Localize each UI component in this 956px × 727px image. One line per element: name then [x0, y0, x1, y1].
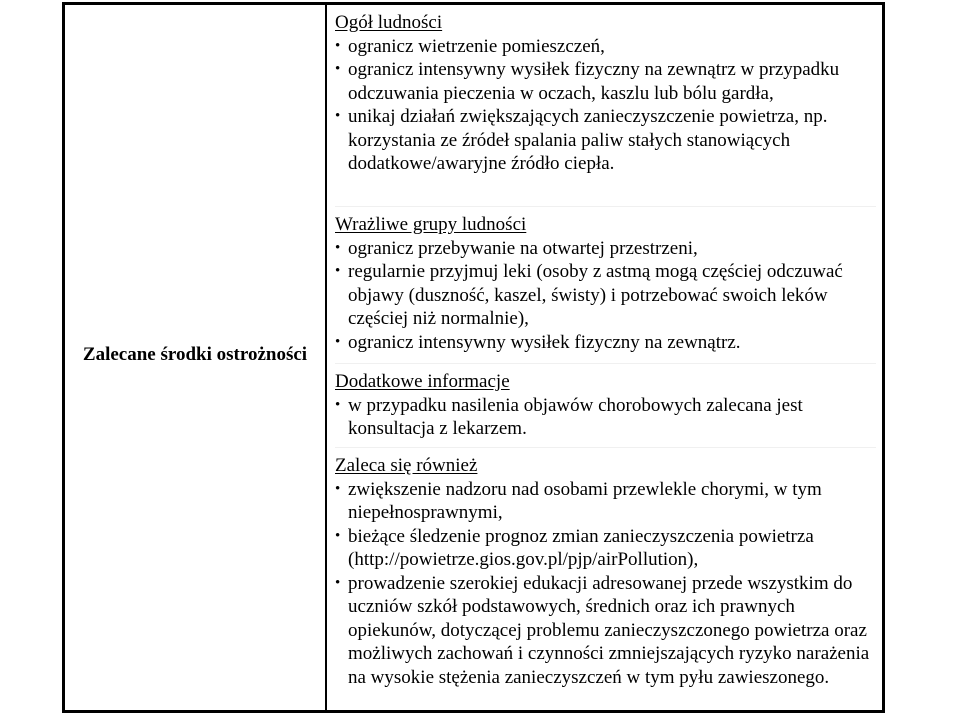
- section-additional-info: [335, 364, 876, 448]
- section-title: Wrażliwe grupy ludności: [335, 214, 527, 235]
- section-title: Ogół ludności: [335, 12, 443, 33]
- section-title: Dodatkowe informacje: [335, 371, 510, 392]
- section-title: Zaleca się również: [335, 455, 478, 476]
- bullet-list: [335, 237, 876, 355]
- section-sensitive-groups: [335, 207, 876, 364]
- section-general-population: [335, 5, 876, 207]
- list-item: • ogranicz wietrzenie pomieszczeń,: [335, 35, 876, 59]
- list-item: • w przypadku nasilenia objawów chorobowych zalecana jest konsultacja z lekarzem.: [335, 394, 876, 441]
- row-label: Zalecane środki ostrożności: [82, 343, 308, 365]
- list-item: • ogranicz intensywny wysiłek fizyczny na zewnątrz w przypadku odczuwania pieczenia w oczach, kaszlu lub bólu gardła,: [335, 58, 876, 105]
- row-label-cell: [65, 5, 327, 710]
- list-item: • ogranicz intensywny wysiłek fizyczny na zewnątrz.: [335, 331, 876, 355]
- list-item: • zwiększenie nadzoru nad osobami przewlekle chorymi, w tym niepełnosprawnymi,: [335, 478, 876, 525]
- list-item: • prowadzenie szerokiej edukacji adresowanej przede wszystkim do uczniów szkół podstawowych, średnich oraz ich prawnych opiekunów, dotyczącej problemu zanieczyszczonego powietrza oraz możliwych zachowań i czynności zmniejszających ryzyko narażenia na wysokie stężenia zanieczyszczeń w tym pyłu zawieszonego.: [335, 572, 876, 690]
- row-content-cell: [327, 5, 882, 710]
- section-also-recommended: [335, 448, 876, 689]
- list-item: • regularnie przyjmuj leki (osoby z astmą mogą częściej odczuwać objawy (duszność, kaszel, świsty) i potrzebować swoich leków częściej niż normalnie),: [335, 260, 876, 331]
- list-item: • ogranicz przebywanie na otwartej przestrzeni,: [335, 237, 876, 261]
- list-item: • unikaj działań zwiększających zanieczyszczenie powietrza, np. korzystania ze źródeł spalania paliw stałych stanowiących dodatkowe/awaryjne źródło ciepła.: [335, 105, 876, 176]
- precautions-table: [62, 2, 885, 713]
- bullet-list: [335, 478, 876, 690]
- bullet-list: [335, 35, 876, 176]
- list-item: • bieżące śledzenie prognoz zmian zanieczyszczenia powietrza (http://powietrze.gios.gov.pl/pjp/airPollution),: [335, 525, 876, 572]
- bullet-list: [335, 394, 876, 441]
